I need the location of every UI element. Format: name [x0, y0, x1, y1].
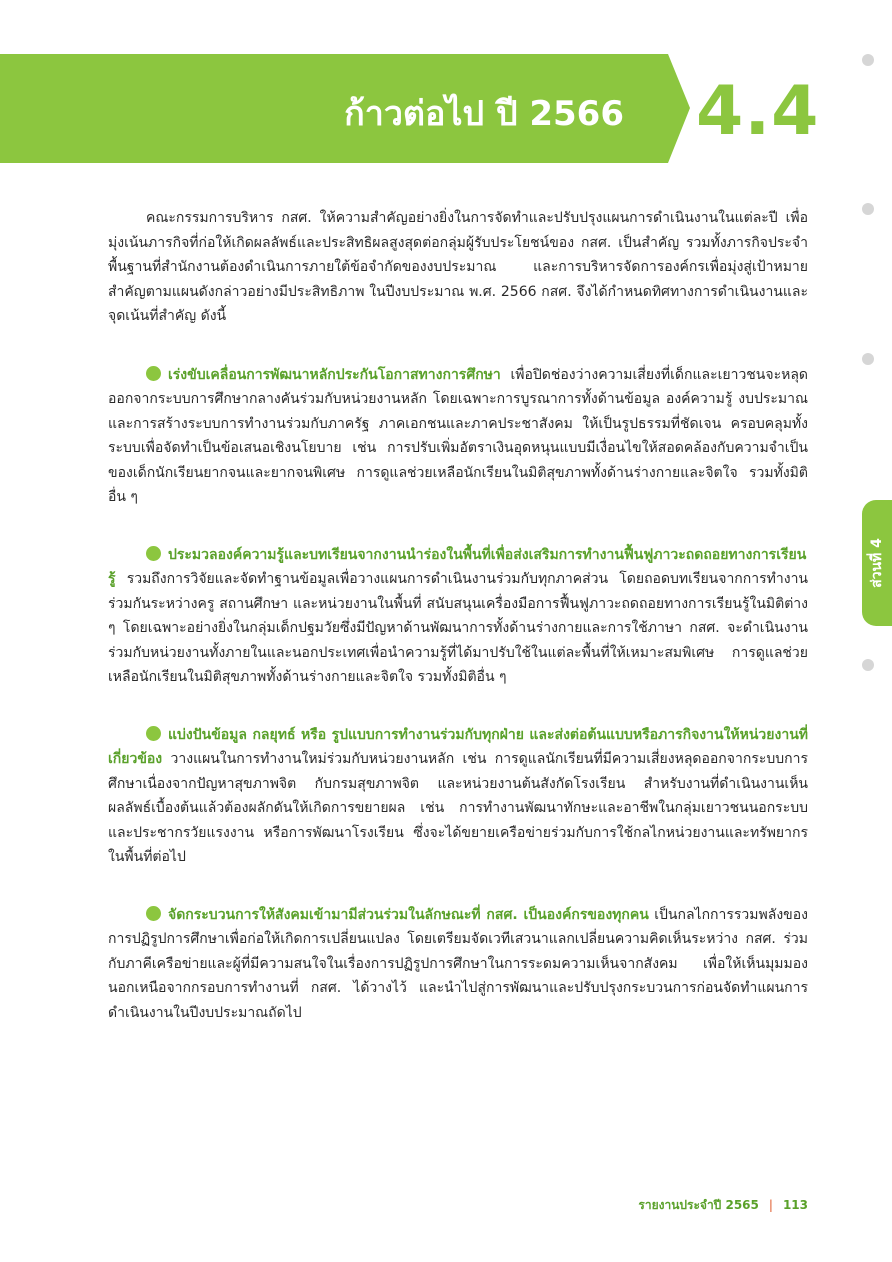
list-item: [108, 723, 808, 870]
item-body: วางแผนในการทำงานใหม่ร่วมกับหน่วยงานหลัก เช่น การดูแลนักเรียนที่มีความเสี่ยงหลุดออกจากระบบการศึกษาเนื่องจากปัญหาสุขภาพจิต กับกรมสุขภาพจิต และหน่วยงานต้นสังกัดโรงเรียน สำหรับงานที่ดำเนินงานเห็นผลลัพธ์เบื้องต้นแล้วต้องผลักดันให้เกิดการขยายผล เช่น การทำงานพัฒนาทักษะและอาชีพในกลุ่มเยาวชนนอกระบบและประชากรวัยแรงงาน หรือการพัฒนาโรงเรียน ซึ่งจะได้ขยายเครือข่ายร่วมกับการใช้กลไกหน่วยงานและทรัพยากรในพื้นที่ต่อไป: [108, 751, 808, 865]
list-item: [108, 543, 808, 690]
side-dot: [862, 54, 874, 66]
intro-paragraph: คณะกรรมการบริหาร กสศ. ให้ความสำคัญอย่างยิ่งในการจัดทำและปรับปรุงแผนการดำเนินงานในแต่ละปี เพื่อมุ่งเน้นภารกิจที่ก่อให้เกิดผลลัพธ์และประสิทธิผลสูงสุดต่อกลุ่มผู้รับประโยชน์ของ กสศ. เป็นสำคัญ รวมทั้งภารกิจประจำพื้นฐานที่สำนักงานต้องดำเนินการภายใต้ข้อจำกัดของงบประมาณ และการบริหารจัดการองค์กรเพื่อมุ่งสู่เป้าหมายสำคัญตามแผนดังกล่าวอย่างมีประสิทธิภาพ ในปีงบประมาณ พ.ศ. 2566 กสศ. จึงได้กำหนดทิศทางการดำเนินงานและจุดเน้นที่สำคัญ ดังนี้: [108, 210, 808, 324]
side-dot: [862, 353, 874, 365]
item-heading: ประมวลองค์ความรู้และบทเรียนจากงานนำร่องในพื้นที่เพื่อส่งเสริมการทำงานฟื้นฟูภาวะถดถอยทางการเรียนรู้: [108, 546, 807, 587]
item-body: รวมถึงการวิจัยและจัดทำฐานข้อมูลเพื่อวางแผนการดำเนินงานร่วมกับทุกภาคส่วน โดยถอดบทเรียนจากการทำงานร่วมกันระหว่างครู สถานศึกษา และหน่วยงานในพื้นที่ สนับสนุนเครื่องมือการฟื้นฟูภาวะถดถอยทางการเรียนรู้ในมิติต่าง ๆ โดยเฉพาะอย่างยิ่งในกลุ่มเด็กปฐมวัยซึ่งมีปัญหาด้านพัฒนาการทั้งด้านร่างกายและการใช้ภาษา กสศ. จะดำเนินงานร่วมกับหน่วยงานทั้งภายในและนอกประเทศเพื่อนำความรู้ที่ได้มาปรับใช้ในแต่ละพื้นที่ให้เหมาะสมพิเศษ การดูแลช่วยเหลือนักเรียนในมิติสุขภาพทั้งด้านร่างกายและจิตใจ รวมทั้งมิติอื่น ๆ: [108, 571, 808, 685]
list-item: [108, 363, 808, 510]
page-footer: [638, 1196, 808, 1215]
item-body: เป็นกลไกการรวมพลังของการปฏิรูปการศึกษาเพื่อก่อให้เกิดการเปลี่ยนแปลง โดยเตรียมจัดเวทีเสวนาแลกเปลี่ยนความคิดเห็นระหว่าง กสศ. ร่วมกับภาคีเครือข่ายและผู้ที่มีความสนใจในเรื่องการปฏิรูปการศึกษาในการระดมความเห็นจากสังคม เพื่อให้เห็นมุมมองนอกเหนือจากกรอบการทำงานที่ กสศ. ได้วางไว้ และนำไปสู่การพัฒนาและปรับปรุงกระบวนการก่อนจัดทำแผนการดำเนินงานในปีงบประมาณถัดไป: [108, 906, 808, 1021]
footer-separator: |: [768, 1198, 773, 1212]
side-dot: [862, 659, 874, 671]
item-heading: เร่งขับเคลื่อนการพัฒนาหลักประกันโอกาสทางการศึกษา: [168, 366, 501, 383]
main-content: [108, 206, 808, 1058]
item-body: เพื่อปิดช่องว่างความเสี่ยงที่เด็กและเยาวชนจะหลุดออกจากระบบการศึกษากลางคันร่วมกับหน่วยงานหลัก โดยเฉพาะการบูรณาการทั้งด้านข้อมูล องค์ความรู้ งบประมาณและการสร้างระบบการทำงานร่วมกับภาครัฐ ภาคเอกชนและภาคประชาสังคม ให้เป็นรูปธรรมที่ชัดเจน ครอบคลุมทั้งระบบเพื่อจัดทำเป็นข้อเสนอเชิงนโยบาย เช่น การปรับเพิ่มอัตราเงินอุดหนุนแบบมีเงื่อนไขให้สอดคล้องกับความจำเป็นของเด็กนักเรียนยากจนและยากจนพิเศษ การดูแลช่วยเหลือนักเรียนในมิติสุขภาพทั้งด้านร่างกายและจิตใจ รวมทั้งมิติอื่น ๆ: [108, 366, 808, 505]
page-title: ก้าวต่อไป ปี 2566: [344, 94, 624, 134]
item-heading: แบ่งปันข้อมูล กลยุทธ์ หรือ รูปแบบการทำงานร่วมกับทุกฝ่าย และส่งต่อต้นแบบหรือภารกิจงานให้หน่วยงานที่เกี่ยวข้อง: [108, 726, 808, 767]
report-title: รายงานประจำปี 2565: [638, 1198, 759, 1212]
section-tab-label: ส่วนที่ 4: [869, 538, 885, 588]
side-dot: [862, 203, 874, 215]
bullet-dot-icon: [146, 546, 161, 561]
page-number: 113: [782, 1198, 808, 1212]
bullet-dot-icon: [146, 726, 161, 741]
section-tab[interactable]: [862, 500, 892, 626]
section-number: 4.4: [696, 72, 820, 151]
list-item: [108, 903, 808, 1026]
bullet-dot-icon: [146, 366, 161, 381]
item-heading: จัดกระบวนการให้สังคมเข้ามามีส่วนร่วมในลักษณะที่ กสศ. เป็นองค์กรของทุกคน: [168, 906, 649, 923]
bullet-dot-icon: [146, 906, 161, 921]
